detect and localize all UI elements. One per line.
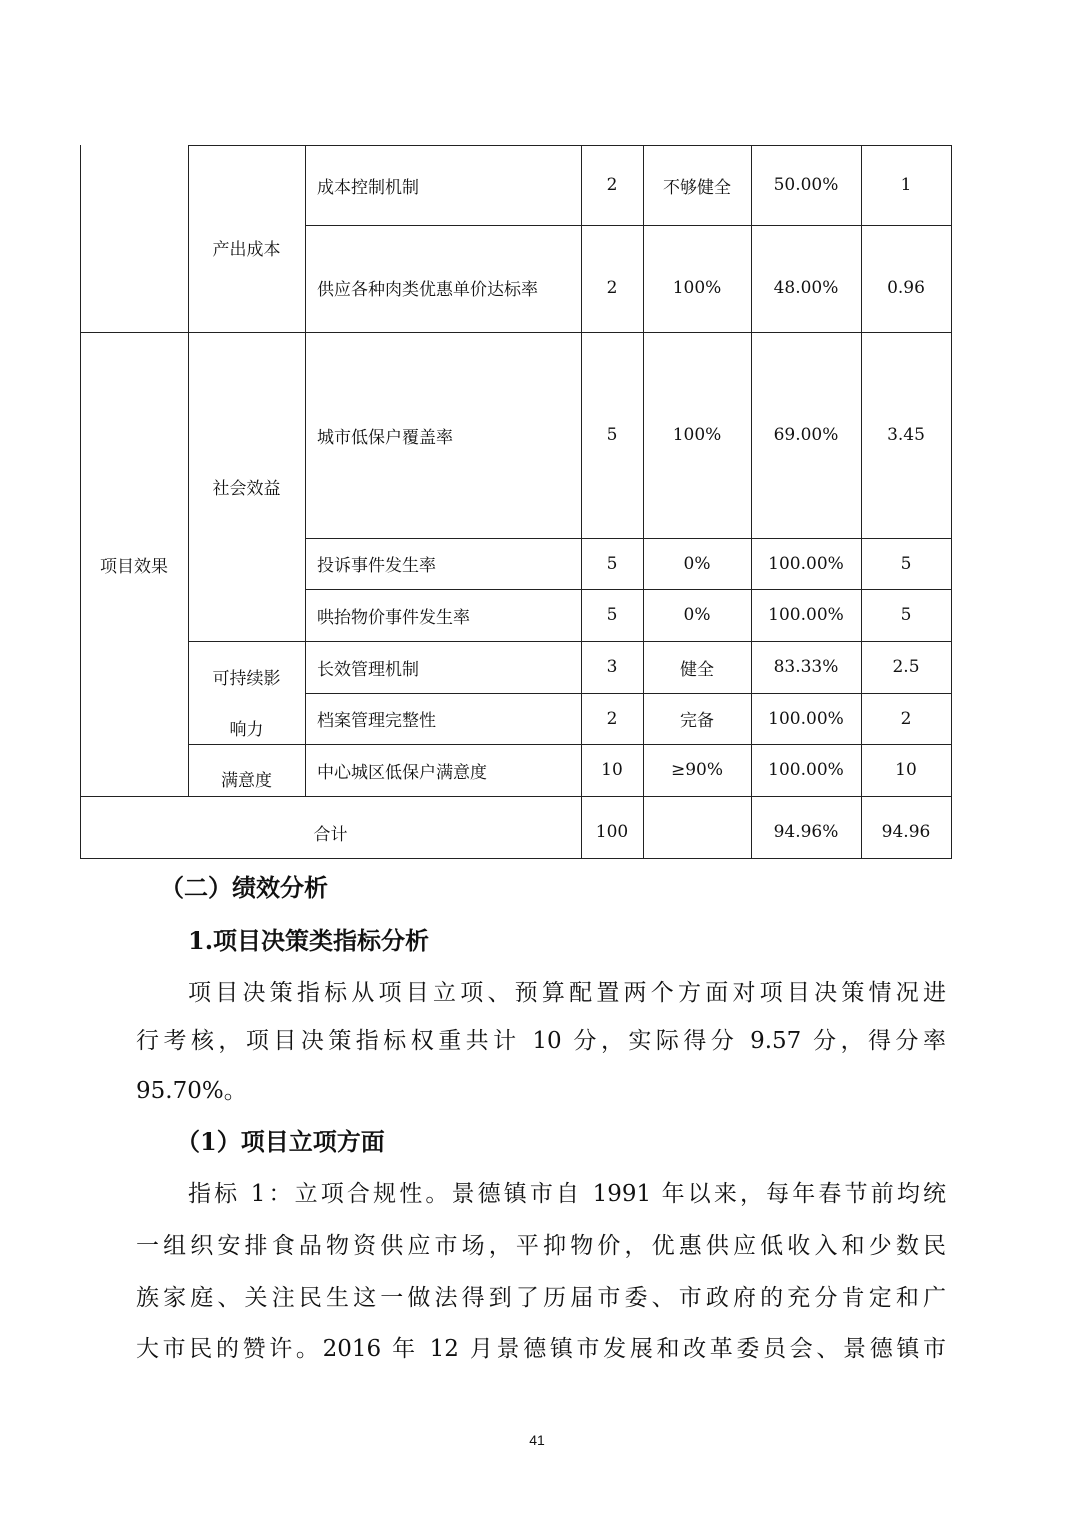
cell-target: 完备	[680, 711, 714, 731]
level2-sustain-line2: 响力	[229, 719, 264, 740]
cell-rate: 50.00%	[773, 175, 839, 195]
paragraph-line: 行考核，项目决策指标权重共计 10 分，实际得分 9.57 分，得分率	[136, 1028, 946, 1054]
total-label: 合计	[313, 824, 348, 845]
page-number: 41	[529, 1432, 545, 1448]
cell-weight: 10	[601, 760, 623, 780]
cell-score: 3.45	[887, 425, 925, 445]
cell-weight: 2	[606, 175, 618, 195]
cell-weight: 5	[606, 605, 618, 625]
cell-weight: 5	[606, 425, 618, 445]
cell-score: 0.96	[887, 277, 925, 298]
level2-sustain-line1: 可持续影	[212, 668, 281, 689]
subsection-heading-2: （1）项目立项方面	[176, 1127, 385, 1156]
cell-score: 5	[900, 553, 912, 574]
cell-score: 5	[900, 605, 912, 625]
paragraph-line: 大市民的赞许。2016 年 12 月景德镇市发展和改革委员会、景德镇市	[136, 1336, 946, 1362]
paragraph-line: 指标 1：立项合规性。景德镇市自 1991 年以来，每年春节前均统	[188, 1181, 946, 1207]
level1-effect: 项目效果	[100, 556, 168, 577]
cell-score: 1	[900, 175, 912, 195]
paragraph-line: 族家庭、关注民生这一做法得到了历届市委、市政府的充分肯定和广	[136, 1285, 946, 1311]
level2-cost: 产出成本	[212, 240, 281, 260]
level2-social: 社会效益	[212, 479, 281, 499]
cell-indicator: 成本控制机制	[317, 177, 419, 198]
cell-indicator: 长效管理机制	[317, 659, 419, 680]
cell-rate: 83.33%	[773, 657, 839, 677]
paragraph-line: 项目决策指标从项目立项、预算配置两个方面对项目决策情况进	[188, 980, 946, 1006]
cell-indicator: 城市低保户覆盖率	[317, 427, 453, 448]
cell-rate: 100.00%	[768, 760, 844, 780]
total-rate: 94.96%	[773, 822, 839, 842]
cell-indicator: 哄抬物价事件发生率	[317, 607, 470, 628]
cell-target: 0%	[683, 553, 711, 574]
cell-weight: 2	[606, 708, 618, 729]
cell-target: 不够健全	[663, 177, 731, 198]
cell-weight: 2	[606, 277, 618, 298]
cell-rate: 100.00%	[768, 605, 844, 625]
cell-rate: 100.00%	[768, 553, 844, 574]
paragraph-line: 一组织安排食品物资供应市场，平抑物价，优惠供应低收入和少数民	[136, 1233, 946, 1259]
cell-indicator: 供应各种肉类优惠单价达标率	[317, 280, 538, 300]
cell-score: 10	[895, 760, 917, 780]
paragraph-line: 95.70%。	[136, 1078, 247, 1104]
cell-target: 健全	[680, 659, 714, 680]
cell-weight: 3	[606, 657, 618, 677]
cell-target: 100%	[672, 425, 722, 445]
cell-score: 2.5	[892, 657, 920, 677]
subsection-heading: 1.项目决策类指标分析	[188, 926, 430, 955]
level2-satisfaction: 满意度	[221, 770, 272, 791]
cell-indicator: 中心城区低保户满意度	[317, 762, 487, 783]
cell-target: 0%	[683, 605, 711, 625]
cell-rate: 100.00%	[768, 708, 844, 729]
cell-rate: 69.00%	[773, 425, 839, 445]
cell-target: ≥90%	[670, 760, 724, 780]
total-weight: 100	[595, 822, 629, 842]
total-score: 94.96	[881, 822, 931, 842]
cell-score: 2	[900, 708, 912, 729]
cell-target: 100%	[672, 277, 722, 298]
cell-indicator: 档案管理完整性	[317, 711, 436, 731]
section-heading: （二）绩效分析	[160, 873, 328, 902]
cell-indicator: 投诉事件发生率	[317, 556, 436, 576]
cell-rate: 48.00%	[773, 277, 839, 298]
cell-weight: 5	[606, 553, 618, 574]
